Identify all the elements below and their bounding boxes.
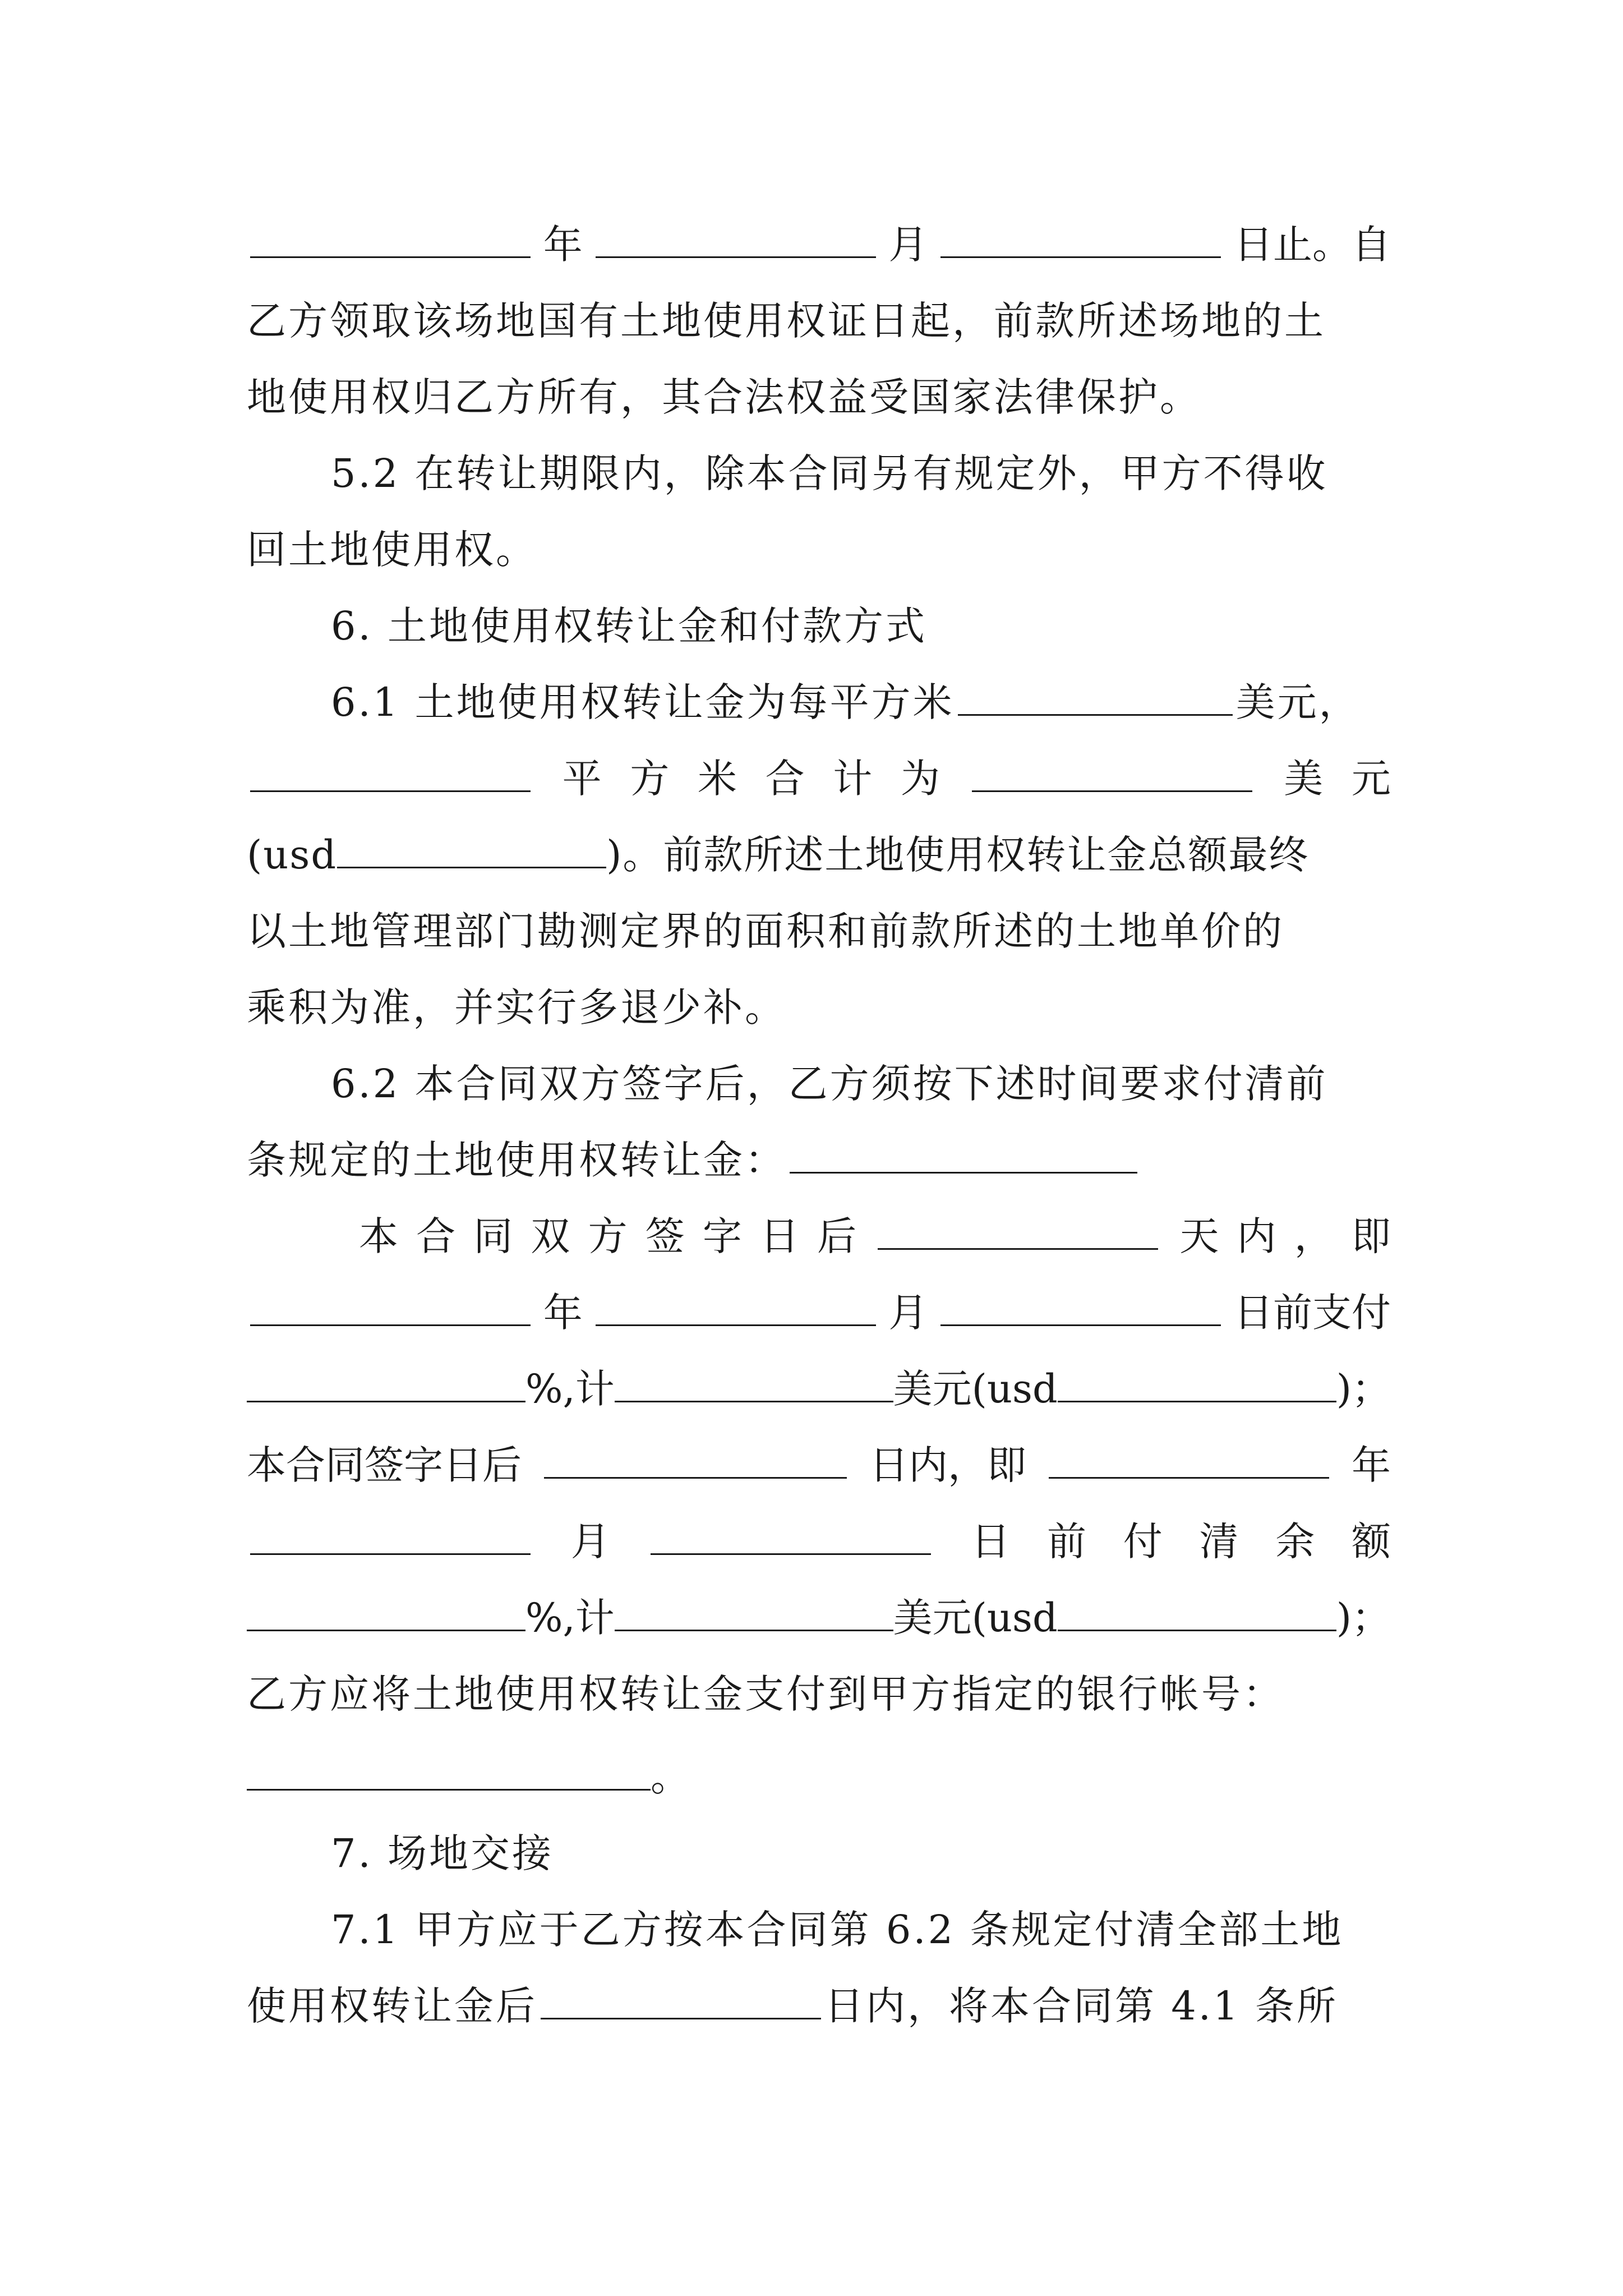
text-line-10: 以土地管理部门勘测定界的面积和前款所述的土地单价的 — [247, 908, 1284, 954]
text-segment: 美 — [1284, 756, 1324, 802]
text-segment: 年 — [543, 222, 583, 268]
text-segment: 日 — [759, 1213, 799, 1259]
text-segment: 日 — [971, 1519, 1011, 1565]
blank-payment-terms — [790, 1127, 1137, 1174]
blank-day — [940, 211, 1221, 258]
text-line-5: 回土地使用权。 — [247, 527, 537, 573]
blank-days — [541, 1973, 821, 2019]
blank-usd — [1058, 1356, 1336, 1402]
text-segment: 美元(usd — [893, 1366, 1058, 1412]
blank-year — [1049, 1432, 1329, 1479]
blank-month — [596, 211, 876, 258]
text-segment: 方 — [630, 756, 670, 802]
text-segment: (usd — [247, 832, 338, 878]
text-line-19 — [247, 1580, 1391, 1656]
text-segment: 余 — [1275, 1519, 1315, 1565]
text-segment: ， — [1294, 1213, 1334, 1259]
text-segment: )； — [1336, 1595, 1391, 1641]
text-line-16 — [247, 1351, 1391, 1427]
text-line-21 — [247, 1739, 1391, 1815]
text-segment: 前 — [1047, 1519, 1086, 1565]
text-line-17 — [247, 1427, 1391, 1503]
text-line-13 — [247, 1122, 1391, 1198]
text-segment: 元 — [1351, 756, 1391, 802]
text-line-24 — [247, 1968, 1391, 2044]
text-segment: 额 — [1352, 1519, 1391, 1565]
text-segment: 同 — [473, 1213, 513, 1259]
text-segment: %,计 — [525, 1366, 615, 1412]
text-line-9 — [247, 817, 1391, 893]
blank-amount — [615, 1585, 893, 1631]
text-segment: 美元， — [1235, 679, 1361, 725]
text-segment: 字 — [702, 1213, 742, 1259]
text-segment: 即 — [1351, 1213, 1391, 1259]
text-segment: 月 — [888, 222, 928, 268]
text-segment: 为 — [900, 756, 940, 802]
text-segment: 方 — [588, 1213, 628, 1259]
text-line-14 — [359, 1198, 1391, 1274]
text-segment: 本合同签字日后 — [247, 1442, 522, 1488]
text-segment: 6.1 土地使用权转让金为每平方米 — [331, 679, 955, 725]
text-segment: 内 — [1237, 1213, 1276, 1259]
text-segment: 后 — [817, 1213, 857, 1259]
text-segment: 清 — [1199, 1519, 1239, 1565]
text-line-20: 乙方应将土地使用权转让金支付到甲方指定的银行帐号： — [247, 1671, 1284, 1717]
text-segment: 日止。自 — [1233, 222, 1391, 268]
text-segment: 双 — [531, 1213, 570, 1259]
text-line-2: 乙方领取该场地国有土地使用权证日起，前款所述场地的土 — [247, 298, 1326, 344]
text-segment: 条规定的土地使用权转让金： — [247, 1137, 786, 1183]
text-segment: 米 — [697, 756, 737, 802]
text-segment: 日内，将本合同第 4.1 条所 — [824, 1983, 1338, 2029]
text-segment: )。前款所述土地使用权转让金总额最终 — [606, 832, 1310, 878]
text-segment: 本 — [359, 1213, 398, 1259]
section-heading-6: 6. 土地使用权转让金和付款方式 — [331, 603, 928, 649]
blank-month — [596, 1280, 876, 1326]
text-segment: 年 — [543, 1290, 583, 1336]
blank-unit-price — [958, 669, 1233, 716]
text-segment: )； — [1336, 1366, 1391, 1412]
blank-year — [250, 211, 531, 258]
text-line-18 — [247, 1503, 1391, 1580]
blank-usd — [1058, 1585, 1336, 1631]
blank-days — [544, 1432, 847, 1479]
blank-year — [250, 1280, 531, 1326]
text-line-11: 乘积为准，并实行多退少补。 — [247, 984, 786, 1030]
blank-days — [878, 1203, 1158, 1250]
text-segment: 合 — [416, 1213, 456, 1259]
clause-6-2: 6.2 本合同双方签字后，乙方须按下述时间要求付清前 — [331, 1061, 1328, 1107]
text-line-8 — [247, 740, 1391, 817]
text-segment: 平 — [562, 756, 602, 802]
text-segment: 天 — [1179, 1213, 1219, 1259]
text-line-3: 地使用权归乙方所有，其合法权益受国家法律保护。 — [247, 374, 1201, 420]
blank-month — [250, 1508, 531, 1555]
clause-7-1: 7.1 甲方应于乙方按本合同第 6.2 条规定付清全部土地 — [331, 1907, 1344, 1953]
clause-6-1 — [331, 664, 1391, 740]
section-heading-7: 7. 场地交接 — [331, 1830, 554, 1876]
text-segment: 。 — [651, 1754, 692, 1800]
text-segment: %,计 — [525, 1595, 615, 1641]
clause-5-2: 5.2 在转让期限内，除本合同另有规定外，甲方不得收 — [331, 450, 1328, 496]
text-line-15 — [247, 1274, 1391, 1351]
blank-bank-account — [247, 1744, 651, 1791]
text-segment: 月 — [570, 1519, 610, 1565]
text-segment: 签 — [645, 1213, 685, 1259]
blank-amount — [615, 1356, 893, 1402]
text-line-1 — [247, 206, 1391, 283]
blank-total-usd — [972, 746, 1252, 792]
text-segment: 日前支付 — [1233, 1290, 1391, 1336]
text-segment: 合 — [765, 756, 805, 802]
text-segment: 年 — [1352, 1442, 1391, 1488]
text-segment: 计 — [833, 756, 873, 802]
text-segment: 使用权转让金后 — [247, 1983, 537, 2029]
text-segment: 付 — [1123, 1519, 1163, 1565]
blank-area — [250, 746, 531, 792]
text-segment: 月 — [888, 1290, 928, 1336]
blank-percent — [247, 1356, 525, 1402]
blank-usd-total — [337, 822, 606, 868]
blank-day — [940, 1280, 1221, 1326]
blank-day — [651, 1508, 931, 1555]
text-segment: 美元(usd — [893, 1595, 1058, 1641]
blank-percent — [247, 1585, 525, 1631]
text-segment: 日内，即 — [869, 1442, 1026, 1488]
